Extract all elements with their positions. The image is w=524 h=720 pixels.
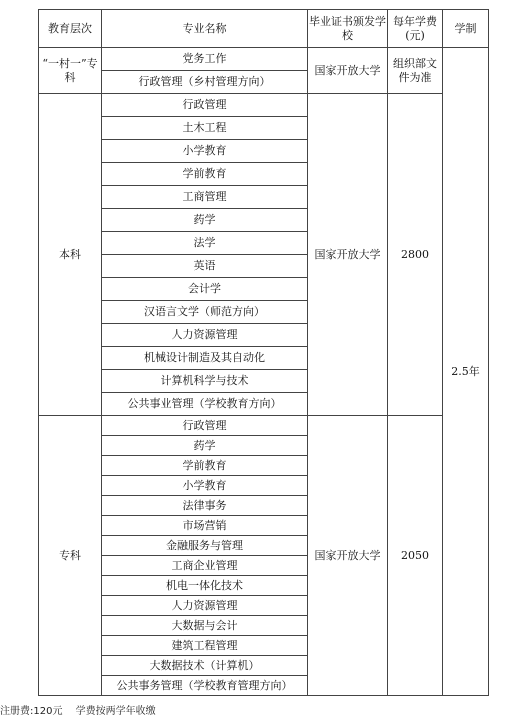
major-name: 药学 xyxy=(102,436,308,456)
bachelor-level: 本科 xyxy=(39,94,102,416)
table-row xyxy=(39,416,489,436)
major-name: 学前教育 xyxy=(102,163,308,186)
village-level: “一村一”专科 xyxy=(39,48,102,94)
major-name: 大数据技术（计算机） xyxy=(102,656,308,676)
footer-note xyxy=(0,702,166,717)
major-name: 土木工程 xyxy=(102,117,308,140)
header-row xyxy=(39,10,489,48)
major-name: 药学 xyxy=(102,209,308,232)
bachelor-fee: 2800 xyxy=(388,94,443,416)
associate-school: 国家开放大学 xyxy=(308,416,388,696)
major-name: 汉语言文学（师范方向） xyxy=(102,301,308,324)
major-name: 法律事务 xyxy=(102,496,308,516)
major-name: 市场营销 xyxy=(102,516,308,536)
major-name: 机电一体化技术 xyxy=(102,576,308,596)
header-school: 毕业证书颁发学校 xyxy=(308,10,388,48)
header-level: 教育层次 xyxy=(39,10,102,48)
associate-level: 专科 xyxy=(39,416,102,696)
major-name: 公共事务管理（学校教育管理方向） xyxy=(102,676,308,696)
header-duration: 学制 xyxy=(443,10,489,48)
major-name: 计算机科学与技术 xyxy=(102,370,308,393)
major-name: 党务工作 xyxy=(102,48,308,71)
major-name: 小学教育 xyxy=(102,476,308,496)
payment-note: 学费按两学年收缴 xyxy=(75,706,156,717)
table-row xyxy=(39,94,489,117)
major-name: 金融服务与管理 xyxy=(102,536,308,556)
major-name: 学前教育 xyxy=(102,456,308,476)
major-name: 会计学 xyxy=(102,278,308,301)
major-name: 机械设计制造及其自动化 xyxy=(102,347,308,370)
majors-table xyxy=(38,9,489,696)
associate-fee: 2050 xyxy=(388,416,443,696)
bachelor-school: 国家开放大学 xyxy=(308,94,388,416)
duration-cell: 2.5年 xyxy=(443,48,489,696)
major-name: 行政管理 xyxy=(102,94,308,117)
major-name: 公共事业管理（学校教育方向） xyxy=(102,393,308,416)
village-school: 国家开放大学 xyxy=(308,48,388,94)
major-name: 工商企业管理 xyxy=(102,556,308,576)
header-major: 专业名称 xyxy=(102,10,308,48)
major-name: 人力资源管理 xyxy=(102,324,308,347)
major-name: 法学 xyxy=(102,232,308,255)
major-name: 行政管理 xyxy=(102,416,308,436)
header-fee: 每年学费(元) xyxy=(388,10,443,48)
major-name: 建筑工程管理 xyxy=(102,636,308,656)
registration-fee: 注册费:120元 xyxy=(0,706,63,717)
major-name: 人力资源管理 xyxy=(102,596,308,616)
major-name: 英语 xyxy=(102,255,308,278)
major-name: 行政管理（乡村管理方向） xyxy=(102,71,308,94)
table-row xyxy=(39,48,489,71)
major-name: 工商管理 xyxy=(102,186,308,209)
village-fee: 组织部文件为准 xyxy=(388,48,443,94)
major-name: 小学教育 xyxy=(102,140,308,163)
major-name: 大数据与会计 xyxy=(102,616,308,636)
